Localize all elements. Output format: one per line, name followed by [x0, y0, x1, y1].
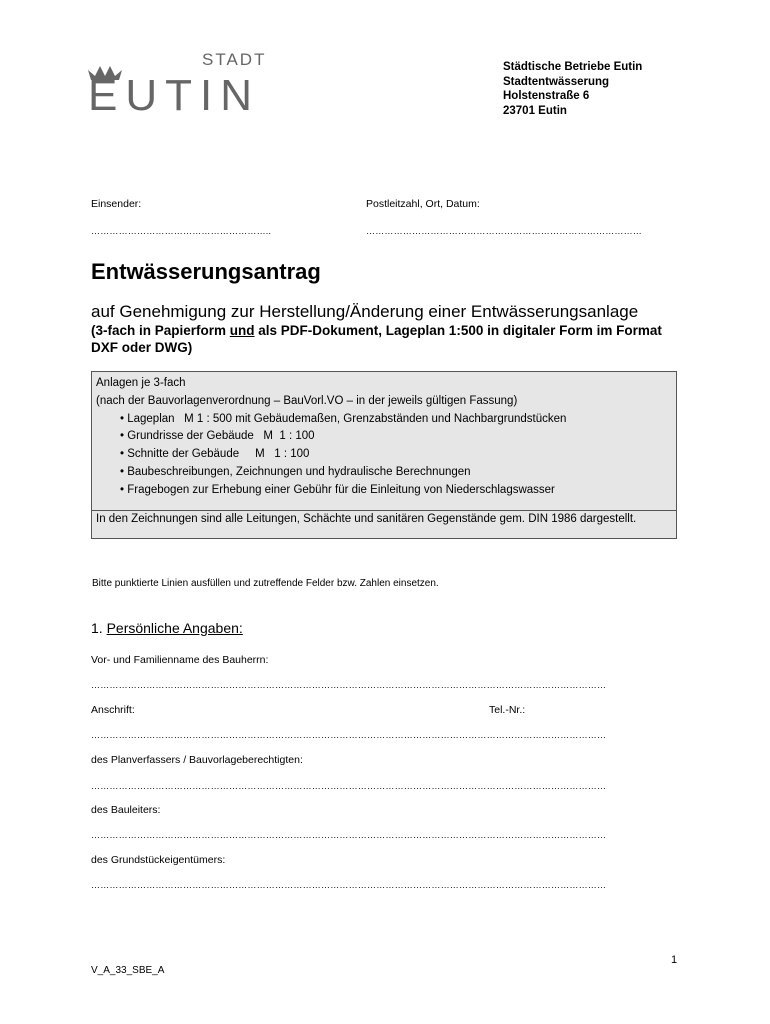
postal-date-label: Postleitzahl, Ort, Datum: [366, 198, 480, 210]
section-personal-title [91, 620, 243, 636]
drawings-note: In den Zeichnungen sind alle Leitungen, Schächte und sanitären Gegenstände gem. DIN 1986 dargestellt. [96, 513, 637, 525]
bauleiter-label: des Bauleiters: [91, 804, 161, 816]
tel-label: Tel.-Nr.: [489, 704, 526, 716]
eigentuemer-field[interactable]: …………………………………………………………………………………………………………………………………………………… [91, 880, 607, 890]
anschrift-field[interactable]: …………………………………………………………………………………………………………………………………………………… [91, 730, 607, 740]
attachments-list [96, 375, 566, 500]
form-code: V_A_33_SBE_A [91, 965, 165, 976]
page-subtitle: auf Genehmigung zur Herstellung/Änderung einer Entwässerungsanlage [91, 302, 639, 321]
section-number: 1. [91, 620, 107, 636]
submission-note-part1: (3-fach in Papierform [91, 323, 230, 338]
address-line: Holstenstraße 6 [503, 90, 590, 102]
bauherr-label: Vor- und Familienname des Bauherrn: [91, 654, 269, 666]
logo-eutin-text: EUTIN [88, 71, 260, 120]
sender-field[interactable]: ………………………………………………….. [91, 226, 272, 236]
planverfasser-label: des Planverfassers / Bauvorlageberechtigten: [91, 754, 303, 766]
recipient-address [503, 60, 642, 118]
postal-date-field[interactable]: ……………………………………………………………………………… [366, 226, 642, 236]
submission-note [91, 322, 691, 356]
page-number: 1 [671, 954, 678, 966]
eigentuemer-label: des Grundstückeigentümers: [91, 854, 226, 866]
sender-label: Einsender: [91, 198, 142, 210]
anschrift-label: Anschrift: [91, 704, 135, 716]
attachment-item: • Grundrisse der Gebäude M 1 : 100 [120, 430, 315, 443]
planverfasser-field[interactable]: …………………………………………………………………………………………………………………………………………………… [91, 781, 607, 791]
address-line: 23701 Eutin [503, 104, 567, 117]
attachment-item: • Fragebogen zur Erhebung einer Gebühr für die Einleitung von Niederschlagswasser [120, 483, 555, 496]
attachment-item: • Baubeschreibungen, Zeichnungen und hydraulische Berechnungen [120, 465, 471, 478]
bauherr-field[interactable]: …………………………………………………………………………………………………………………………………………………… [91, 680, 607, 690]
stadt-eutin-logo [88, 50, 268, 122]
logo-stadt-text: STADT [202, 50, 267, 69]
address-line: Städtische Betriebe Eutin [503, 61, 643, 73]
attachments-regulation: (nach der Bauvorlagenverordnung – BauVorl.VO – in der jeweils gültigen Fassung) [96, 394, 518, 407]
submission-note-underlined: und [229, 323, 255, 338]
page-title: Entwässerungsantrag [91, 259, 321, 284]
section-title-text: Persönliche Angaben: [106, 620, 243, 636]
attachment-item: • Lageplan M 1 : 500 mit Gebäudemaßen, Grenzabständen und Nachbargrundstücken [120, 412, 567, 425]
address-line: Stadtentwässerung [503, 75, 610, 88]
box-divider [92, 510, 676, 511]
attachment-item: • Schnitte der Gebäude M 1 : 100 [120, 448, 310, 461]
attachments-box [91, 371, 677, 539]
submission-note-part2: als PDF-Dokument, Lageplan 1:500 in digitaler Form im Format DXF oder DWG) [91, 323, 662, 355]
bauleiter-field[interactable]: …………………………………………………………………………………………………………………………………………………… [91, 830, 607, 840]
attachments-heading: Anlagen je 3-fach [96, 377, 186, 389]
fill-instruction: Bitte punktierte Linien ausfüllen und zutreffende Felder bzw. Zahlen einsetzen. [92, 578, 439, 589]
